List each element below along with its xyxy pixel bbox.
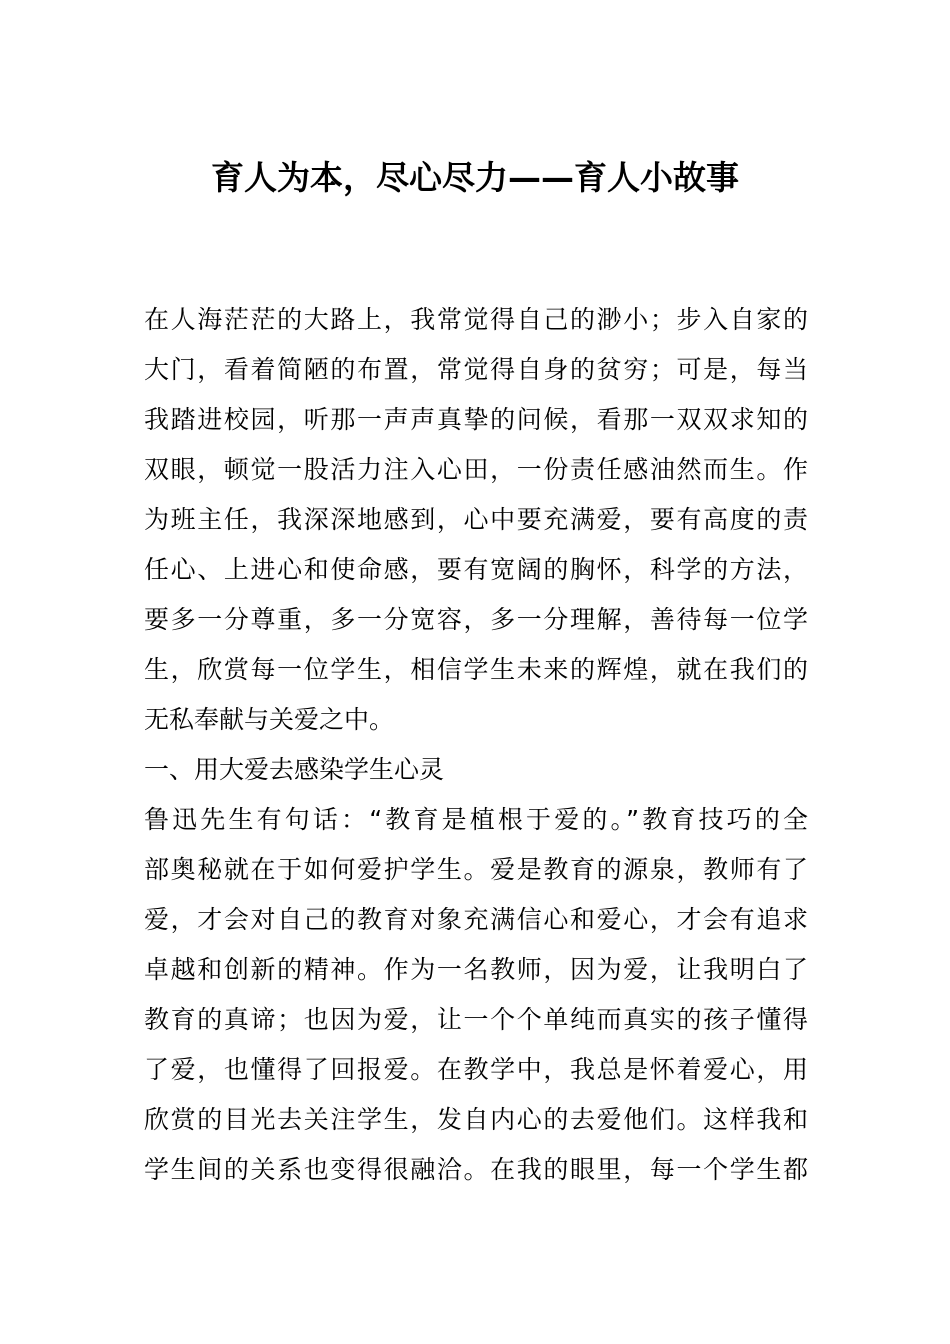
body-line-1: 在人海茫茫的大路上，我常觉得自己的渺小；步入自家的: [144, 305, 808, 334]
body-line-11: 鲁迅先生有句话：“教育是植根于爱的。”教育技巧的全: [144, 805, 808, 834]
section-heading-1: 一、用大爱去感染学生心灵: [144, 755, 445, 784]
body-line-2: 大门，看着简陋的布置，常觉得自身的贫穷；可是，每当: [144, 355, 808, 384]
body-line-16: 了爱，也懂得了回报爱。在教学中，我总是怀着爱心，用: [144, 1055, 808, 1084]
body-line-3: 我踏进校园，听那一声声真挚的问候，看那一双双求知的: [144, 405, 808, 434]
body-line-4: 双眼，顿觉一股活力注入心田，一份责任感油然而生。作: [144, 455, 808, 484]
body-line-5: 为班主任，我深深地感到，心中要充满爱，要有高度的责: [144, 505, 808, 534]
document-title: 育人为本，尽心尽力——育人小故事: [211, 158, 739, 197]
body-line-17: 欣赏的目光去关注学生，发自内心的去爱他们。这样我和: [144, 1105, 808, 1134]
body-line-14: 卓越和创新的精神。作为一名教师，因为爱，让我明白了: [144, 955, 808, 984]
body-line-12: 部奥秘就在于如何爱护学生。爱是教育的源泉，教师有了: [144, 855, 808, 884]
body-line-13: 爱，才会对自己的教育对象充满信心和爱心，才会有追求: [144, 905, 808, 934]
body-line-7: 要多一分尊重，多一分宽容，多一分理解，善待每一位学: [144, 605, 808, 634]
body-line-6: 任心、上进心和使命感，要有宽阔的胸怀，科学的方法，: [144, 555, 808, 584]
body-line-18: 学生间的关系也变得很融洽。在我的眼里，每一个学生都: [144, 1155, 808, 1184]
document-body: [144, 295, 808, 1195]
body-line-8: 生，欣赏每一位学生，相信学生未来的辉煌，就在我们的: [144, 655, 808, 684]
body-line-9: 无私奉献与关爱之中。: [144, 705, 395, 734]
body-line-15: 教育的真谛；也因为爱，让一个个单纯而真实的孩子懂得: [144, 1005, 808, 1034]
